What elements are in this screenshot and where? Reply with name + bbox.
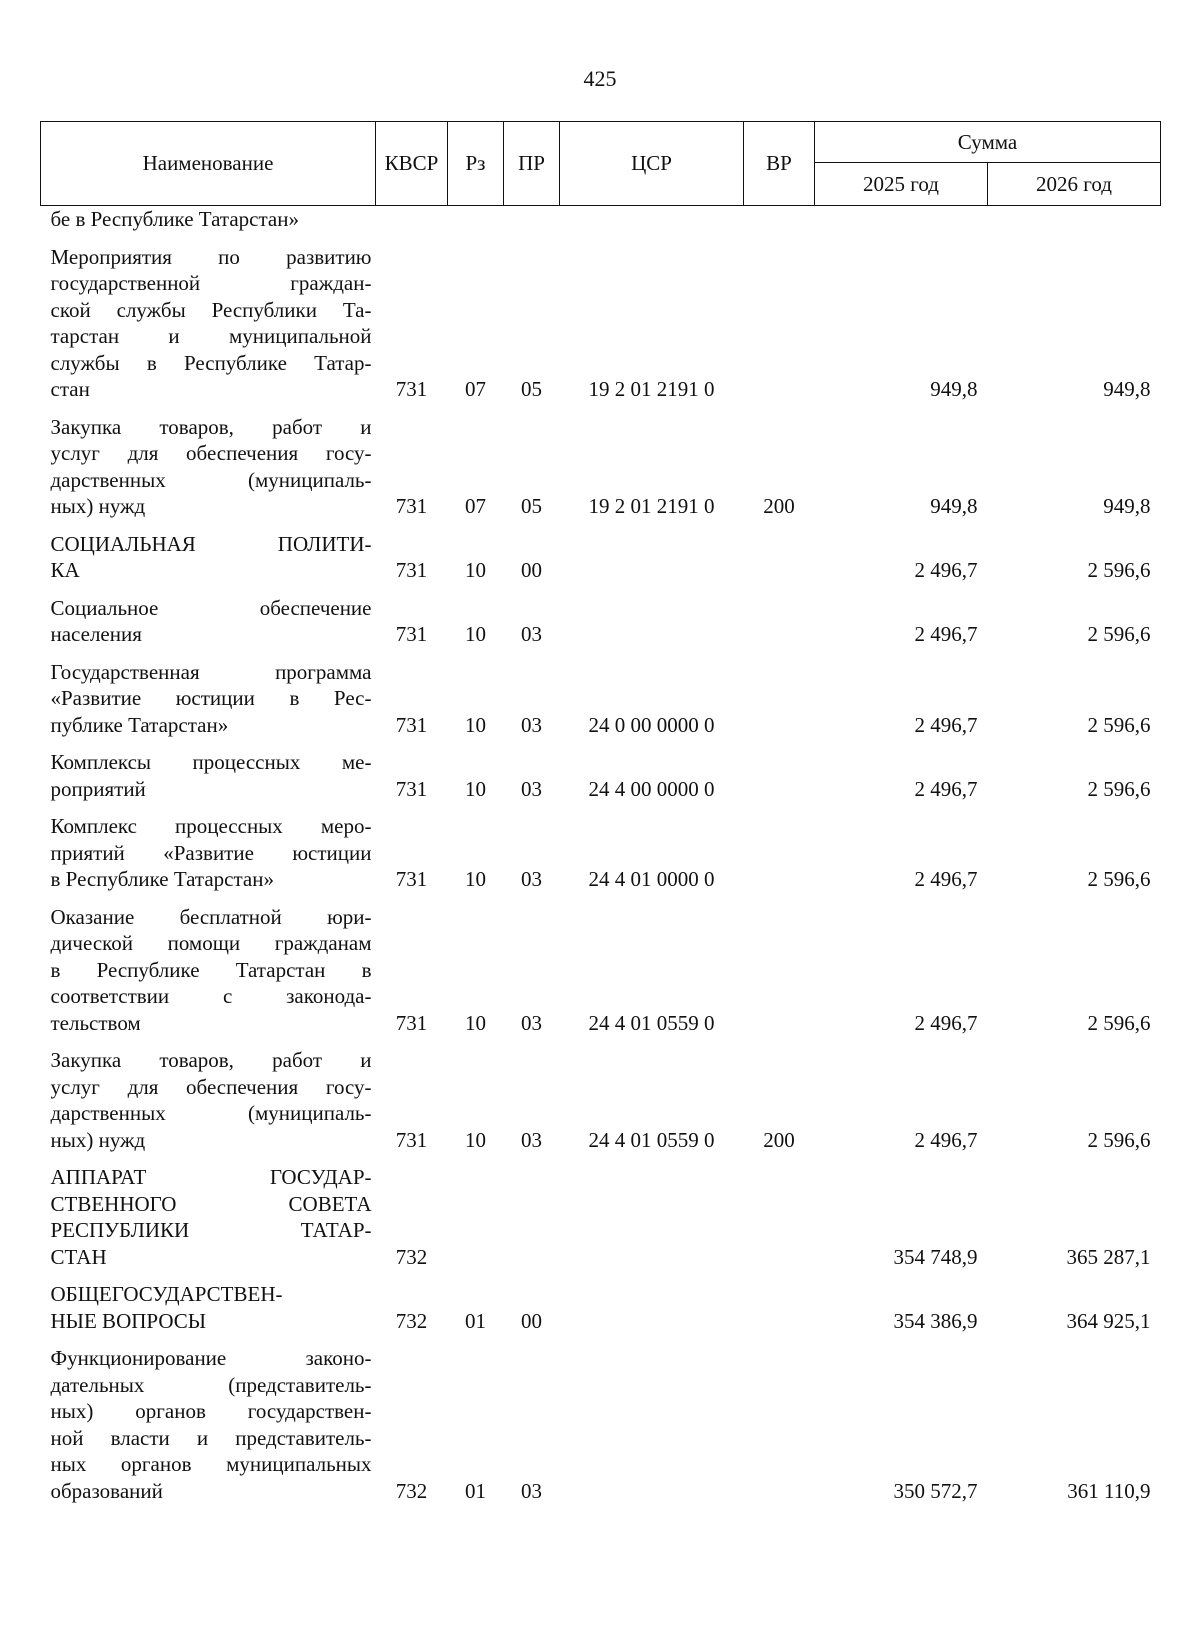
row-name bbox=[41, 585, 376, 649]
row-sum-2025: 949,8 bbox=[930, 377, 978, 401]
row-sum-2025 bbox=[815, 206, 988, 234]
row-csr bbox=[560, 1154, 744, 1271]
row-vr bbox=[744, 803, 815, 894]
row-name-line: КА bbox=[50, 558, 80, 582]
row-name-line: РЕСПУБЛИКИ ТАТАР- bbox=[50, 1218, 372, 1242]
row-csr bbox=[560, 585, 744, 649]
row-name-line: СОЦИАЛЬНАЯ ПОЛИТИ- bbox=[50, 531, 372, 556]
row-name-line: СТАН bbox=[50, 1244, 107, 1269]
row-sum-2026: 2 596,6 bbox=[1087, 776, 1151, 801]
row-name-line: Государственная программа bbox=[50, 659, 372, 684]
row-name-line: АППАРАТ ГОСУДАР- bbox=[50, 1165, 372, 1189]
row-name-line: дической помощи гражданам bbox=[50, 931, 372, 955]
row-pr: 00 bbox=[521, 1308, 542, 1333]
row-vr bbox=[744, 1335, 815, 1505]
row-rz: 07 bbox=[465, 494, 486, 518]
header-pr: ПР bbox=[504, 122, 560, 206]
row-sum-2026: 2 596,6 bbox=[1087, 1127, 1151, 1152]
row-kvsr: 732 bbox=[395, 1244, 428, 1269]
row-vr bbox=[744, 1154, 815, 1271]
header-year-2026: 2026 год bbox=[988, 163, 1161, 206]
row-pr: 03 bbox=[521, 776, 542, 801]
row-sum-2025: 2 496,7 bbox=[914, 1127, 978, 1152]
row-pr: 05 bbox=[521, 494, 542, 518]
row-kvsr: 731 bbox=[395, 776, 428, 801]
row-name-line: тарстан и муниципальной bbox=[50, 324, 372, 348]
row-name bbox=[41, 739, 376, 803]
row-rz: 10 bbox=[465, 1010, 486, 1035]
row-rz: 07 bbox=[465, 377, 486, 401]
row-name-line: ной власти и представитель- bbox=[50, 1425, 372, 1450]
row-vr bbox=[744, 206, 815, 234]
row-sum-2026: 2 596,6 bbox=[1087, 867, 1151, 891]
row-name-line: Социальное обеспечение bbox=[50, 595, 372, 620]
row-sum-2025: 949,8 bbox=[930, 494, 978, 518]
row-name bbox=[41, 1037, 376, 1154]
row-vr bbox=[744, 894, 815, 1038]
row-sum-2026: 2 596,6 bbox=[1087, 1010, 1151, 1035]
row-pr bbox=[504, 1154, 560, 1271]
table-row bbox=[41, 649, 1161, 740]
row-sum-2025: 354 748,9 bbox=[893, 1244, 978, 1269]
row-name-line: населения bbox=[50, 622, 142, 646]
row-sum-2026: 2 596,6 bbox=[1087, 622, 1151, 646]
row-name-line: ОБЩЕГОСУДАРСТВЕН- bbox=[50, 1282, 283, 1306]
table-row bbox=[41, 894, 1161, 1038]
row-name bbox=[41, 234, 376, 404]
row-csr bbox=[560, 206, 744, 234]
row-name-line: бе в Республике Татарстан» bbox=[50, 207, 299, 231]
row-rz bbox=[448, 206, 504, 234]
row-name bbox=[41, 894, 376, 1038]
row-name bbox=[41, 521, 376, 585]
row-kvsr: 731 bbox=[395, 1010, 428, 1035]
row-pr: 03 bbox=[521, 867, 542, 891]
row-name-line: Мероприятия по развитию bbox=[50, 244, 372, 269]
row-name-line: публике Татарстан» bbox=[50, 712, 229, 737]
row-sum-2025: 354 386,9 bbox=[893, 1308, 978, 1333]
table-body bbox=[41, 206, 1161, 1506]
row-name-line: ных органов муниципальных bbox=[50, 1452, 372, 1476]
row-name-line: Комплекс процессных меро- bbox=[50, 814, 372, 838]
row-name-line: в Республике Татарстан» bbox=[50, 867, 274, 891]
row-csr: 19 2 01 2191 0 bbox=[588, 377, 715, 401]
row-name-line: службы в Республике Татар- bbox=[50, 350, 372, 375]
row-csr: 24 4 01 0559 0 bbox=[588, 1010, 715, 1035]
row-pr: 03 bbox=[521, 1127, 542, 1152]
row-sum-2025: 350 572,7 bbox=[893, 1478, 978, 1503]
row-kvsr: 731 bbox=[395, 622, 428, 646]
row-kvsr: 731 bbox=[395, 558, 428, 582]
row-name-line: соответствии с законода- bbox=[50, 984, 372, 1008]
row-vr: 200 bbox=[763, 1127, 795, 1152]
row-name-line: ской службы Республики Та- bbox=[50, 297, 372, 322]
header-vr: ВР bbox=[744, 122, 815, 206]
row-rz: 01 bbox=[465, 1308, 486, 1333]
row-kvsr: 731 bbox=[395, 377, 428, 401]
row-name-line: Закупка товаров, работ и bbox=[50, 414, 372, 439]
row-name-line: образований bbox=[50, 1478, 163, 1503]
row-rz: 10 bbox=[465, 622, 486, 646]
row-pr: 03 bbox=[521, 712, 542, 737]
row-csr bbox=[560, 521, 744, 585]
table-row bbox=[41, 404, 1161, 521]
budget-table bbox=[40, 121, 1161, 1505]
row-csr bbox=[560, 1271, 744, 1335]
row-name-line: дарственных (муниципаль- bbox=[50, 467, 372, 492]
table-row bbox=[41, 803, 1161, 894]
row-name bbox=[41, 1271, 376, 1335]
row-vr bbox=[744, 521, 815, 585]
table-row bbox=[41, 1271, 1161, 1335]
row-name bbox=[41, 404, 376, 521]
row-name bbox=[41, 206, 376, 234]
row-pr bbox=[504, 206, 560, 234]
row-sum-2026: 364 925,1 bbox=[1066, 1308, 1151, 1333]
row-sum-2026 bbox=[988, 206, 1161, 234]
row-rz bbox=[448, 1154, 504, 1271]
row-name-line: приятий «Развитие юстиции bbox=[50, 840, 372, 865]
row-sum-2025: 2 496,7 bbox=[914, 776, 978, 801]
row-vr bbox=[744, 234, 815, 404]
row-kvsr bbox=[376, 206, 448, 234]
row-csr: 19 2 01 2191 0 bbox=[588, 494, 715, 518]
row-vr bbox=[744, 739, 815, 803]
row-csr bbox=[560, 1335, 744, 1505]
row-name-line: ных) нужд bbox=[50, 1127, 146, 1152]
row-name-line: услуг для обеспечения госу- bbox=[50, 441, 372, 465]
row-name bbox=[41, 1335, 376, 1505]
row-sum-2026: 2 596,6 bbox=[1087, 558, 1151, 582]
row-csr: 24 0 00 0000 0 bbox=[588, 712, 715, 737]
row-name bbox=[41, 649, 376, 740]
header-year-2025: 2025 год bbox=[815, 163, 988, 206]
row-pr: 00 bbox=[521, 558, 542, 582]
row-pr: 03 bbox=[521, 622, 542, 646]
row-name-line: тельством bbox=[50, 1010, 141, 1035]
row-pr: 03 bbox=[521, 1010, 542, 1035]
page-number: 425 bbox=[583, 66, 617, 91]
row-sum-2025: 2 496,7 bbox=[914, 1010, 978, 1035]
row-kvsr: 731 bbox=[395, 1127, 428, 1152]
row-kvsr: 732 bbox=[395, 1308, 428, 1333]
row-csr: 24 4 01 0000 0 bbox=[588, 867, 715, 891]
row-sum-2025: 2 496,7 bbox=[914, 622, 978, 646]
row-name-line: услуг для обеспечения госу- bbox=[50, 1074, 372, 1099]
table-row bbox=[41, 234, 1161, 404]
row-name-line: дарственных (муниципаль- bbox=[50, 1101, 372, 1125]
header-rz: Рз bbox=[448, 122, 504, 206]
table-row bbox=[41, 206, 1161, 234]
table-row bbox=[41, 585, 1161, 649]
row-rz: 10 bbox=[465, 776, 486, 801]
row-csr: 24 4 00 0000 0 bbox=[588, 776, 715, 801]
row-name-line: государственной граждан- bbox=[50, 271, 372, 295]
row-sum-2026: 361 110,9 bbox=[1067, 1478, 1151, 1503]
header-sum: Сумма bbox=[815, 122, 1161, 163]
row-name-line: стан bbox=[50, 377, 90, 401]
header-kvsr: КВСР bbox=[376, 122, 448, 206]
row-name-line: НЫЕ ВОПРОСЫ bbox=[50, 1308, 207, 1333]
row-sum-2025: 2 496,7 bbox=[914, 558, 978, 582]
row-vr: 200 bbox=[763, 494, 795, 518]
table-row bbox=[41, 1037, 1161, 1154]
row-pr: 03 bbox=[521, 1478, 542, 1503]
row-rz: 10 bbox=[465, 867, 486, 891]
row-rz: 01 bbox=[465, 1478, 486, 1503]
row-name-line: роприятий bbox=[50, 776, 146, 801]
row-vr bbox=[744, 1271, 815, 1335]
row-name-line: дательных (представитель- bbox=[50, 1372, 372, 1397]
row-pr: 05 bbox=[521, 377, 542, 401]
row-sum-2025: 2 496,7 bbox=[914, 867, 978, 891]
row-sum-2026: 949,8 bbox=[1103, 494, 1151, 518]
table-row bbox=[41, 1335, 1161, 1505]
row-kvsr: 731 bbox=[395, 867, 428, 891]
row-sum-2025: 2 496,7 bbox=[914, 712, 978, 737]
row-sum-2026: 949,8 bbox=[1103, 377, 1151, 401]
row-sum-2026: 365 287,1 bbox=[1066, 1244, 1151, 1269]
row-csr: 24 4 01 0559 0 bbox=[588, 1127, 715, 1152]
row-name-line: ных) нужд bbox=[50, 494, 146, 518]
row-name-line: «Развитие юстиции в Рес- bbox=[50, 686, 372, 710]
table-row bbox=[41, 739, 1161, 803]
header-csr: ЦСР bbox=[560, 122, 744, 206]
row-name bbox=[41, 1154, 376, 1271]
row-vr bbox=[744, 649, 815, 740]
header-name: Наименование bbox=[41, 122, 376, 206]
row-kvsr: 731 bbox=[395, 712, 428, 737]
row-rz: 10 bbox=[465, 558, 486, 582]
row-kvsr: 732 bbox=[395, 1478, 428, 1503]
row-name-line: СТВЕННОГО СОВЕТА bbox=[50, 1191, 372, 1216]
row-sum-2026: 2 596,6 bbox=[1087, 712, 1151, 737]
row-kvsr: 731 bbox=[395, 494, 428, 518]
row-name-line: в Республике Татарстан в bbox=[50, 957, 372, 982]
row-rz: 10 bbox=[465, 712, 486, 737]
table-header bbox=[41, 122, 1161, 206]
row-vr bbox=[744, 585, 815, 649]
table-row bbox=[41, 1154, 1161, 1271]
row-name-line: Закупка товаров, работ и bbox=[50, 1048, 372, 1072]
row-rz: 10 bbox=[465, 1127, 486, 1152]
row-name-line: Функционирование законо- bbox=[50, 1346, 372, 1370]
row-name-line: ных) органов государствен- bbox=[50, 1399, 372, 1423]
row-name-line: Оказание бесплатной юри- bbox=[50, 904, 372, 929]
row-name bbox=[41, 803, 376, 894]
row-name-line: Комплексы процессных ме- bbox=[50, 750, 372, 774]
table-row bbox=[41, 521, 1161, 585]
